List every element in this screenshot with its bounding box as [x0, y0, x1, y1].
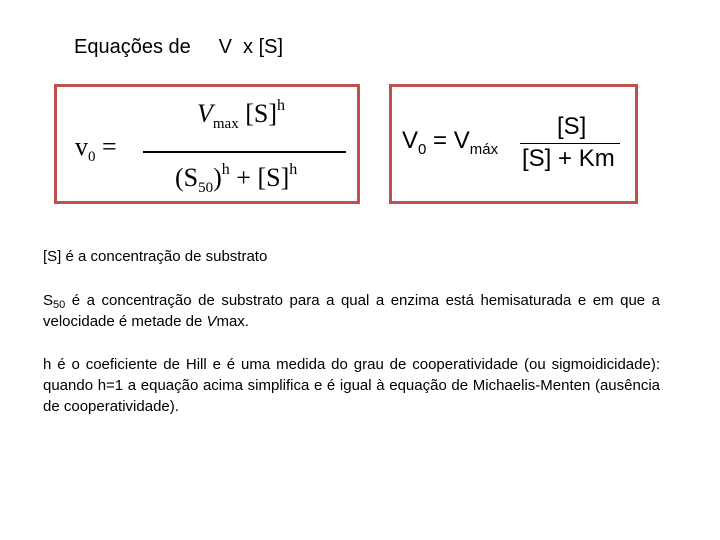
title-left: Equações de: [74, 36, 191, 58]
hill-equation-box: [54, 84, 360, 204]
mm-denominator: [S] + Km: [522, 145, 615, 172]
slide-title: [74, 36, 283, 59]
mm-numerator: [S]: [557, 113, 587, 140]
mm-fraction-bar: [520, 143, 620, 144]
hill-numerator: $V_{max}$ $[S]^h$: [197, 97, 285, 132]
paragraph-substrate: [S] é a concentração de substrato: [43, 248, 268, 265]
michaelis-menten-equation-box: [389, 84, 638, 204]
mm-lhs: $V_0 = V_{máx}$: [402, 127, 499, 158]
hill-lhs: $v_0$ =: [75, 132, 117, 165]
paragraph-hill-coefficient: h é o coeficiente de Hill e é uma medida do grau de cooperatividade (ou sigmoidicidade): quando h=1 a equação acima simplifica e é igual à equação de Michaelis-Menten (ausência de cooperatividade).: [43, 356, 660, 415]
hill-fraction-bar: [143, 151, 346, 153]
title-right: V x [S]: [218, 36, 284, 58]
hill-denominator: $(S_{50})^h + [S]^h$: [175, 161, 298, 196]
paragraph-s50: $S_{50}$ é a concentração de substrato para a qual a enzima está hemisaturada e em que a velocidade é metade de Vmax.: [43, 292, 660, 330]
